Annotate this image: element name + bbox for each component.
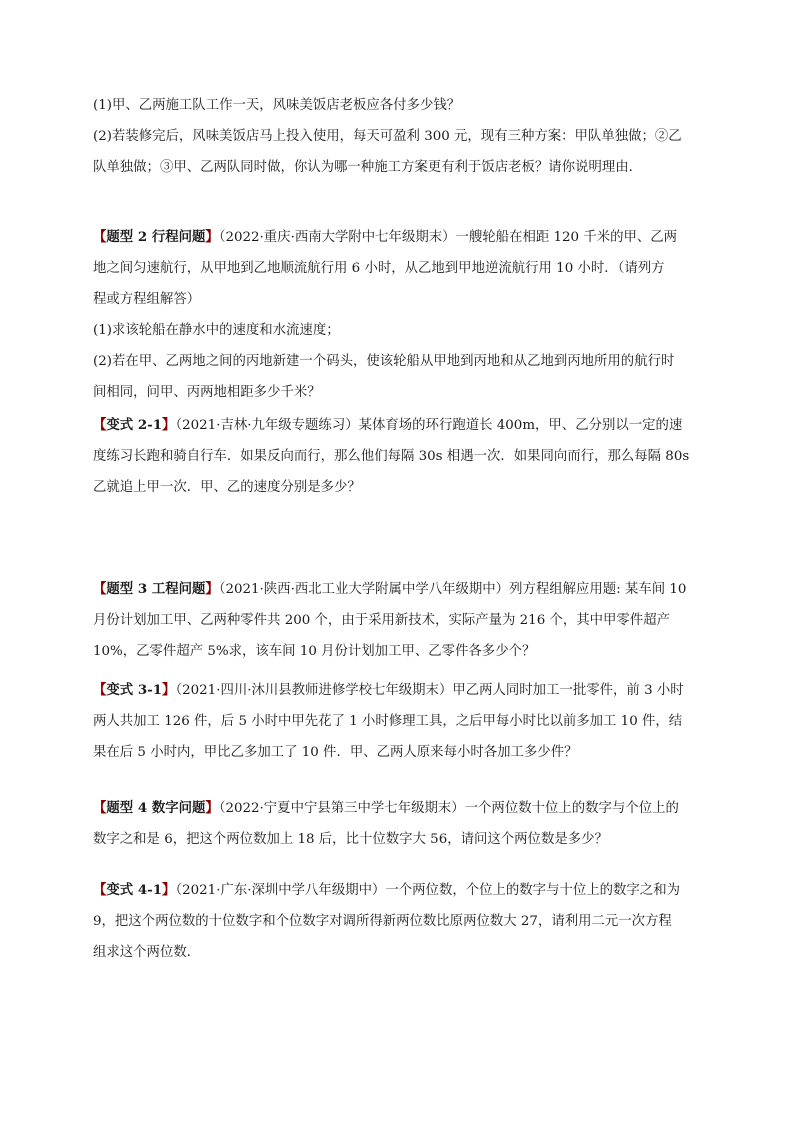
- prev-question-2: [93, 121, 705, 183]
- problem-text: （2021·广东·深圳中学八年级期中）一个两位数，个位上的数字与十位上的数字之和为: [175, 883, 680, 898]
- variant-2-1: [93, 410, 705, 503]
- problem-tag: 【题型 2 行程问题】: [93, 229, 219, 245]
- text-line: [93, 222, 705, 253]
- text-line: [93, 675, 705, 706]
- text-line: (2)若在甲、乙两地之间的丙地新建一个码头，使该轮船从甲地到丙地和从乙地到丙地所用的航行时: [93, 354, 675, 369]
- text-line: (1)求该轮船在静水中的速度和水流速度；: [93, 323, 340, 338]
- problem-tag: 【题型 3 工程问题】: [93, 581, 219, 597]
- problem-type-2: [93, 222, 705, 408]
- text-line: (2)若装修完后，风味美饭店马上投入使用，每天可盈利 300 元，现有三种方案：甲队单独做；②乙: [93, 129, 682, 144]
- text-line: 度练习长跑和骑自行车．如果反向而行，那么他们每隔 30s 相遇一次．如果同向而行，那么每隔 80s: [93, 449, 690, 464]
- text-line: 两人共加工 126 件，后 5 小时中甲先花了 1 小时修理工具，之后甲每小时比以前多加工 10 件，结: [93, 714, 683, 729]
- text-line: 乙就追上甲一次．甲、乙的速度分别是多少？: [93, 480, 361, 495]
- text-line: 组求这个两位数．: [93, 945, 201, 960]
- text-line: 程或方程组解答）: [93, 292, 201, 307]
- problem-tag: 【变式 3-1】: [93, 682, 176, 698]
- text-line: [93, 574, 705, 605]
- text-line: [93, 793, 705, 824]
- problem-type-4: [93, 793, 705, 855]
- problem-tag: 【变式 4-1】: [93, 882, 176, 898]
- text-line: 果在后 5 小时内，甲比乙多加工了 10 件．甲、乙两人原来每小时各加工多少件？: [93, 745, 578, 760]
- text-line: (1)甲、乙两施工队工作一天，风味美饭店老板应各付多少钱？: [93, 98, 461, 113]
- text-line: 月份计划加工甲、乙两种零件共 200 个，由于采用新技术，实际产量为 216 个，其中甲零件超产: [93, 613, 670, 628]
- problem-tag: 【题型 4 数字问题】: [93, 800, 219, 816]
- problem-tag: 【变式 2-1】: [93, 417, 176, 433]
- text-line: 10%，乙零件超产 5%求，该车间 10 月份计划加工甲、乙零件各多少个？: [93, 644, 536, 659]
- text-line: 队单独做；③甲、乙两队同时做，你认为哪一种施工方案更有利于饭店老板？请你说明理由．: [93, 160, 643, 175]
- problem-text: （2021·陕西·西北工业大学附属中学八年级期中）列方程组解应用题: 某车间 10: [218, 582, 687, 597]
- problem-text: （2021·四川·沐川县教师进修学校七年级期末）甲乙两人同时加工一批零件，前 3 小时: [175, 683, 684, 698]
- text-line: [93, 875, 705, 906]
- text-line: [93, 410, 705, 441]
- text-line: 间相同，问甲、丙两地相距多少千米？: [93, 385, 321, 400]
- problem-type-3: [93, 574, 705, 667]
- text-line: 地之间匀速航行，从甲地到乙地顺流航行用 6 小时，从乙地到甲地逆流航行用 10 小时．（请列方: [93, 261, 665, 276]
- variant-4-1: [93, 875, 705, 968]
- problem-text: （2021·吉林·九年级专题练习）某体育场的环行跑道长 400m，甲、乙分别以一定的速: [175, 418, 683, 433]
- text-line: 9，把这个两位数的十位数字和个位数字对调所得新两位数比原两位数大 27，请利用二元一次方程: [93, 914, 672, 929]
- text-line: 数字之和是 6，把这个两位数加上 18 后，比十位数字大 56，请问这个两位数是多少？: [93, 832, 608, 847]
- prev-question-1: [93, 90, 705, 121]
- variant-3-1: [93, 675, 705, 768]
- problem-text: （2022·重庆·西南大学附中七年级期末）一艘轮船在相距 120 千米的甲、乙两: [218, 230, 678, 245]
- problem-text: （2022·宁夏中宁县第三中学七年级期末）一个两位数十位上的数字与个位上的: [218, 801, 679, 816]
